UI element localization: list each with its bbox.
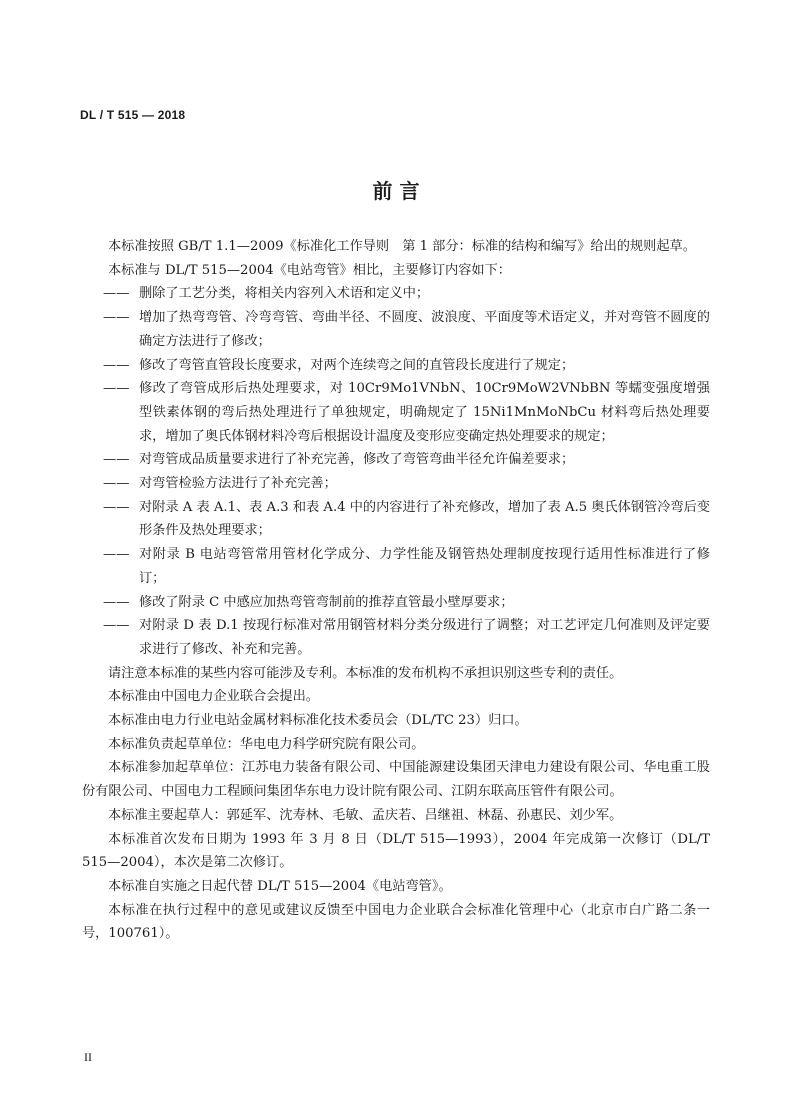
dash-marker: —— <box>103 476 130 492</box>
participating-drafting-units: 本标准参加起草单位：江苏电力装备有限公司、中国能源建设集团天津电力建设有限公司、华电重工股份有限公司、中国电力工程顾问集团华东电力设计院有限公司、江阴东联高压管件有限公司。 <box>82 760 710 800</box>
feedback-statement: 本标准在执行过程中的意见或建议反馈至中国电力企业联合会标准化管理中心（北京市白广路二条一号，100761）。 <box>82 902 710 942</box>
revision-item <box>82 306 710 353</box>
intro-paragraph: 本标准与 DL/T 515—2004《电站弯管》相比，主要修订内容如下： <box>108 262 511 278</box>
revision-item <box>82 354 710 378</box>
page-number: II <box>84 1050 92 1064</box>
replacement-statement: 本标准自实施之日起代替 DL/T 515—2004《电站弯管》。 <box>108 878 452 894</box>
foreword-body <box>82 235 710 946</box>
standard-code: DL / T 515 — 2018 <box>80 108 186 122</box>
revision-item-text: 对附录 A 表 A.1、表 A.3 和表 A.4 中的内容进行了补充修改，增加了表 A.5 奥氏体钢管冷弯后变形条件及热处理要求； <box>139 499 710 539</box>
lead-drafting-unit: 本标准负责起草单位：华电电力科学研究院有限公司。 <box>108 736 425 752</box>
technical-committee-statement: 本标准由电力行业电站金属材料标准化技术委员会（DL/TC 23）归口。 <box>108 713 528 729</box>
revision-item-text: 增加了热弯弯管、冷弯弯管、弯曲半径、不圆度、波浪度、平面度等术语定义，并对弯管不圆度的确定方法进行了修改； <box>139 310 710 349</box>
revision-history: 本标准首次发布日期为 1993 年 3 月 8 日（DL/T 515—1993），2004 年完成第一次修订（DL/T 515—2004），本次是第二次修订。 <box>82 831 710 871</box>
revision-item <box>82 377 710 448</box>
revision-item-text: 删除了工艺分类，将相关内容列入术语和定义中； <box>139 286 430 302</box>
patent-notice: 请注意本标准的某些内容可能涉及专利。本标准的发布机构不承担识别这些专利的责任。 <box>108 665 623 681</box>
revision-item-text: 修改了弯管成形后热处理要求，对 10Cr9Mo1VNbN、10Cr9MoW2VNbBN 等蠕变强度增强型铁素体钢的弯后热处理进行了单独规定，明确规定了 15Ni1MnMoNbCu 材料弯后热处理要求，增加了奥氏体钢材料冷弯后根据设计温度及变形应变确定热处理要求的规定； <box>139 381 710 444</box>
revision-item <box>82 472 710 496</box>
revision-item-text: 对附录 D 表 D.1 按现行标准对常用钢管材料分类分级进行了调整；对工艺评定几何准则及评定要求进行了修改、补充和完善。 <box>139 618 710 657</box>
page-title: 前 言 <box>372 179 420 203</box>
revision-item <box>82 543 710 590</box>
dash-marker: —— <box>103 381 130 397</box>
dash-marker: —— <box>103 286 130 302</box>
intro-paragraph: 本标准按照 GB/T 1.1—2009《标准化工作导则 第 1 部分：标准的结构和编写》给出的规则起草。 <box>108 239 696 254</box>
revision-item-text: 对弯管成品质量要求进行了补充完善，修改了弯管弯曲半径允许偏差要求； <box>139 452 575 468</box>
revision-item-text: 对弯管检验方法进行了补充完善； <box>139 476 337 492</box>
dash-marker: —— <box>103 357 130 373</box>
dash-marker: —— <box>103 499 130 515</box>
revision-item <box>82 591 710 615</box>
revision-item-text: 对附录 B 电站弯管常用管材化学成分、力学性能及钢管热处理制度按现行适用性标准进行了修订； <box>139 547 710 586</box>
proposer-statement: 本标准由中国电力企业联合会提出。 <box>108 689 319 705</box>
dash-marker: —— <box>103 310 130 326</box>
dash-marker: —— <box>103 594 130 610</box>
revision-item-text: 修改了附录 C 中感应加热弯管弯制前的推荐直管最小壁厚要求； <box>139 594 514 610</box>
dash-marker: —— <box>103 547 130 563</box>
main-drafters: 本标准主要起草人：郭延军、沈寿林、毛敏、孟庆若、吕继祖、林磊、孙惠民、刘少军。 <box>108 807 623 823</box>
dash-marker: —— <box>103 618 130 634</box>
revision-item <box>82 448 710 472</box>
revision-item <box>82 614 710 661</box>
revision-item <box>82 282 710 306</box>
revision-item <box>82 496 710 543</box>
revision-item-text: 修改了弯管直管段长度要求，对两个连续弯之间的直管段长度进行了规定； <box>139 357 575 373</box>
dash-marker: —— <box>103 452 130 468</box>
